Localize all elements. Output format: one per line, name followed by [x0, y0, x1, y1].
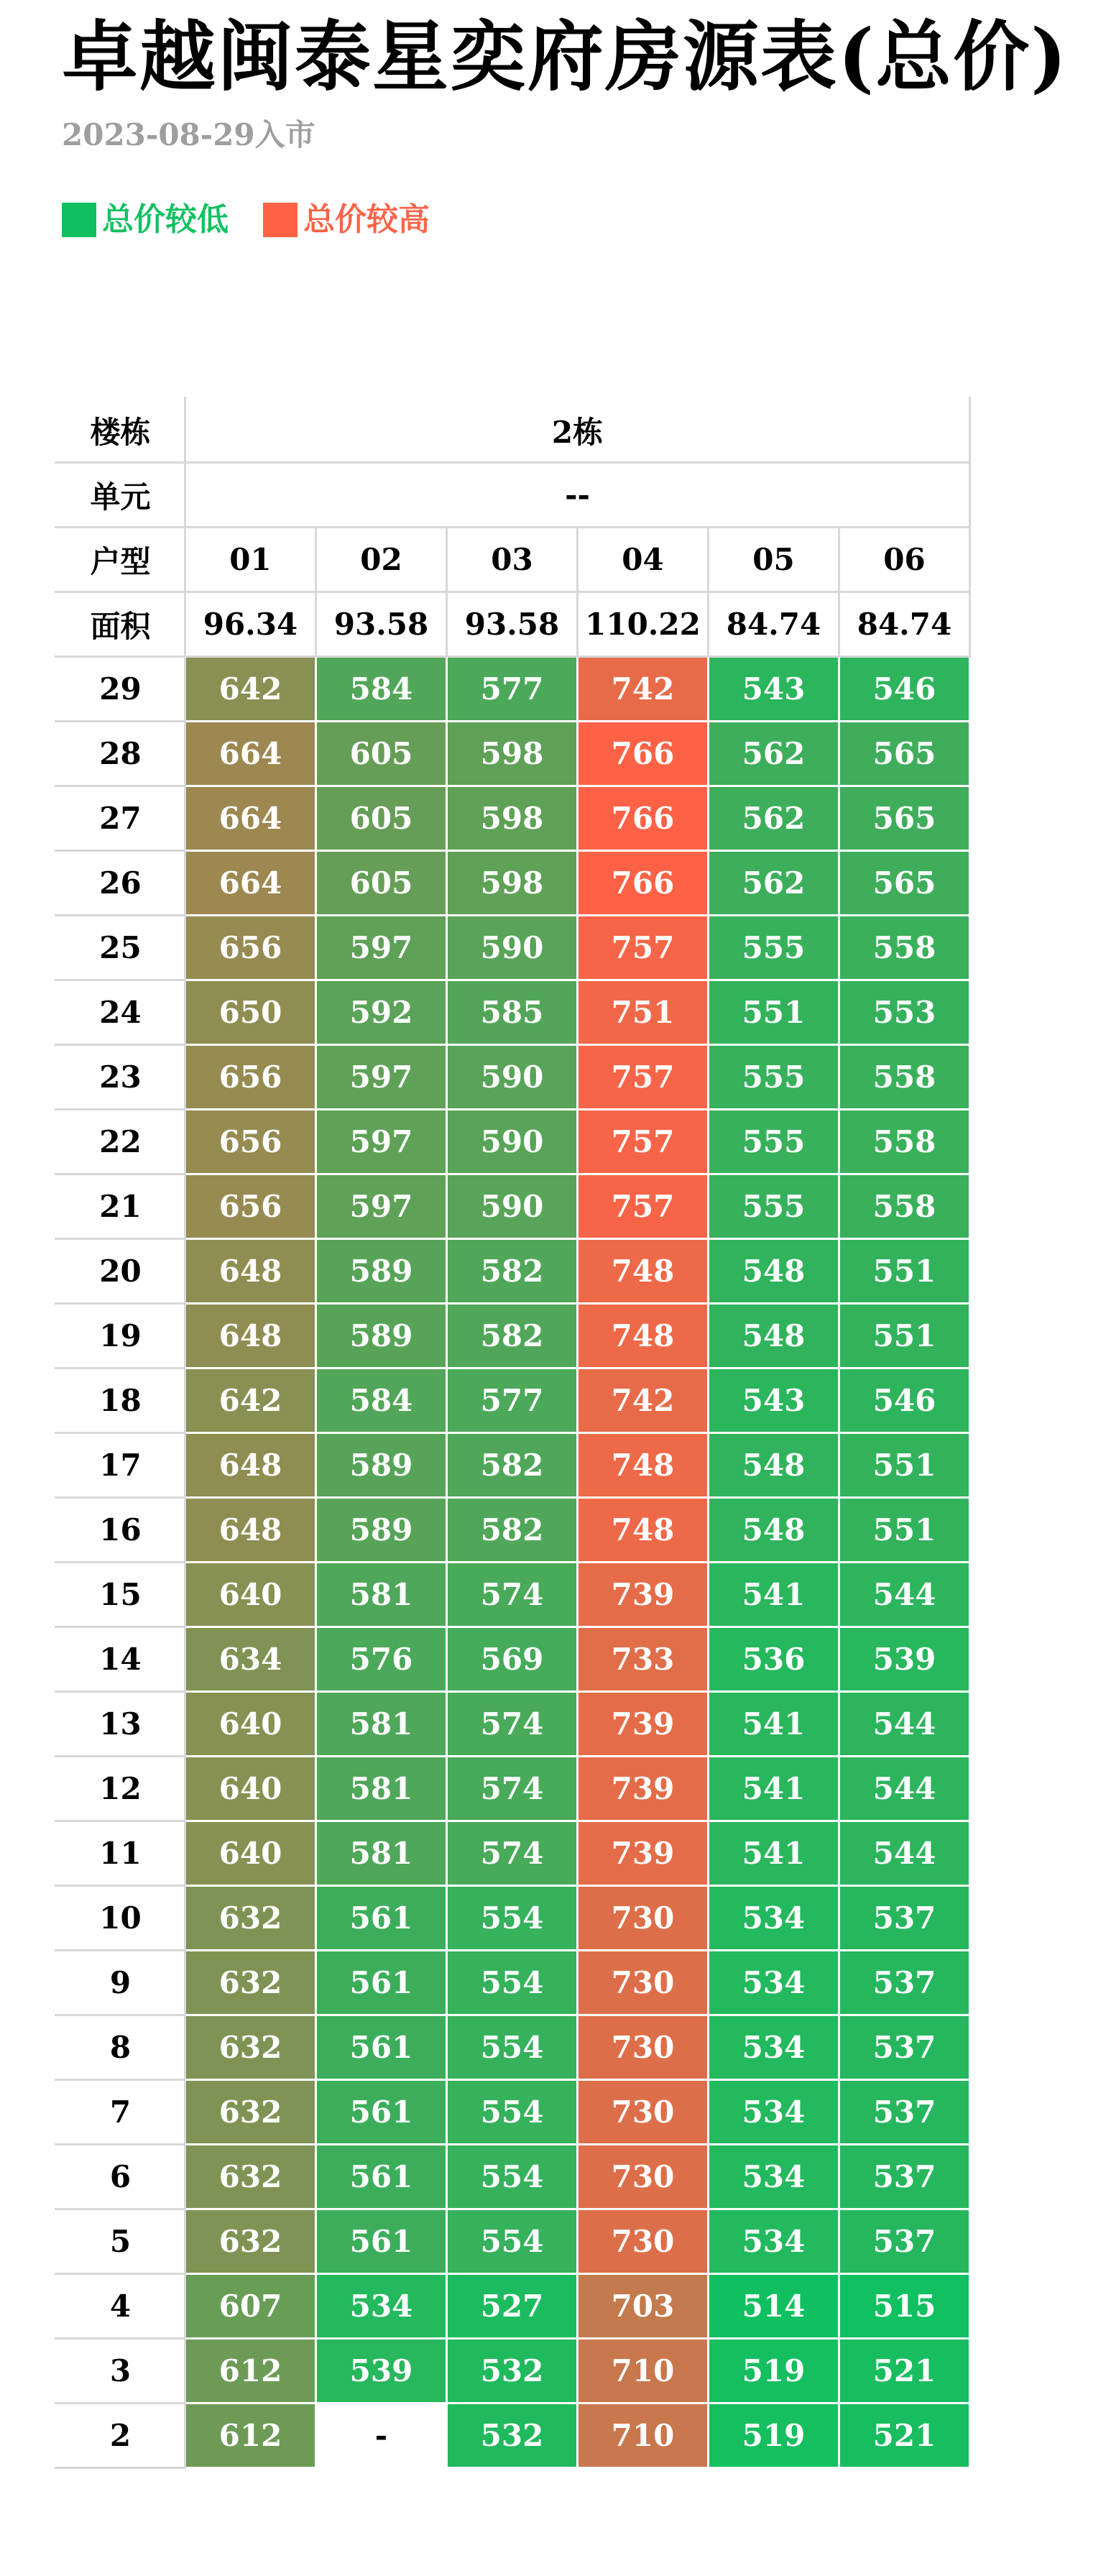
price-cell: 537	[839, 2015, 970, 2080]
price-cell: 534	[709, 2145, 839, 2209]
type-cell: 01	[185, 528, 316, 592]
price-cell: 642	[185, 1368, 316, 1433]
floor-number: 8	[56, 2015, 185, 2080]
price-cell: 581	[316, 1563, 447, 1627]
floor-row	[56, 1174, 970, 1239]
price-cell: 592	[316, 980, 447, 1045]
price-table	[55, 397, 971, 2469]
price-cell: 541	[709, 1757, 839, 1821]
price-cell: 537	[839, 1886, 970, 1951]
unit-row	[56, 463, 970, 528]
price-cell: 648	[185, 1498, 316, 1563]
price-cell: 648	[185, 1433, 316, 1498]
price-cell: 656	[185, 1174, 316, 1239]
price-cell: 514	[709, 2274, 839, 2339]
floor-number: 29	[56, 657, 185, 722]
price-cell: 561	[316, 2209, 447, 2274]
price-cell: 598	[447, 786, 578, 851]
price-cell: 521	[839, 2339, 970, 2404]
floor-number: 16	[56, 1498, 185, 1563]
floor-row	[56, 2404, 970, 2468]
price-cell: 546	[839, 657, 970, 722]
price-cell: 589	[316, 1498, 447, 1563]
price-cell: 565	[839, 851, 970, 916]
legend-swatch-high	[263, 203, 298, 237]
price-cell: 632	[185, 1886, 316, 1951]
floor-number: 4	[56, 2274, 185, 2339]
price-cell: 612	[185, 2339, 316, 2404]
price-cell: 581	[316, 1692, 447, 1757]
price-cell: 710	[578, 2339, 709, 2404]
type-cell: 02	[316, 528, 447, 592]
price-cell: 584	[316, 1368, 447, 1433]
floor-number: 12	[56, 1757, 185, 1821]
floor-number: 27	[56, 786, 185, 851]
legend-item-high	[263, 200, 430, 240]
price-cell: 589	[316, 1304, 447, 1368]
price-cell: 555	[709, 1045, 839, 1110]
floor-row	[56, 2274, 970, 2339]
price-cell: 589	[316, 1239, 447, 1304]
price-cell: 703	[578, 2274, 709, 2339]
floor-row	[56, 786, 970, 851]
price-cell: 561	[316, 2080, 447, 2145]
price-cell: 562	[709, 851, 839, 916]
price-cell: 527	[447, 2274, 578, 2339]
price-cell: 574	[447, 1563, 578, 1627]
price-cell: 561	[316, 2015, 447, 2080]
floor-number: 11	[56, 1821, 185, 1886]
legend-label-low: 总价较低	[102, 201, 229, 238]
floor-row	[56, 1821, 970, 1886]
price-cell: 569	[447, 1627, 578, 1692]
price-cell: 548	[709, 1304, 839, 1368]
price-cell: 515	[839, 2274, 970, 2339]
price-cell: 537	[839, 1951, 970, 2015]
floor-number: 6	[56, 2145, 185, 2209]
price-cell: -	[316, 2404, 447, 2468]
floor-row	[56, 2080, 970, 2145]
price-cell: 605	[316, 851, 447, 916]
price-cell: 562	[709, 722, 839, 786]
floor-row	[56, 2145, 970, 2209]
floor-number: 9	[56, 1951, 185, 2015]
price-cell: 739	[578, 1757, 709, 1821]
type-label: 户型	[56, 528, 185, 592]
price-cell: 581	[316, 1821, 447, 1886]
price-cell: 565	[839, 722, 970, 786]
price-cell: 605	[316, 786, 447, 851]
price-cell: 632	[185, 2080, 316, 2145]
price-cell: 541	[709, 1821, 839, 1886]
price-cell: 766	[578, 851, 709, 916]
price-cell: 561	[316, 2145, 447, 2209]
price-cell: 582	[447, 1239, 578, 1304]
price-cell: 597	[316, 1110, 447, 1174]
price-cell: 558	[839, 916, 970, 980]
floor-number: 19	[56, 1304, 185, 1368]
price-cell: 551	[839, 1304, 970, 1368]
price-cell: 519	[709, 2339, 839, 2404]
price-cell: 581	[316, 1757, 447, 1821]
price-cell: 757	[578, 1110, 709, 1174]
price-cell: 640	[185, 1821, 316, 1886]
price-cell: 574	[447, 1821, 578, 1886]
price-cell: 632	[185, 1951, 316, 2015]
price-cell: 589	[316, 1433, 447, 1498]
building-value: 2栋	[185, 398, 970, 463]
price-cell: 577	[447, 1368, 578, 1433]
price-cell: 742	[578, 1368, 709, 1433]
price-cell: 519	[709, 2404, 839, 2468]
floor-number: 14	[56, 1627, 185, 1692]
price-cell: 539	[839, 1627, 970, 1692]
price-cell: 632	[185, 2145, 316, 2209]
floor-row	[56, 1757, 970, 1821]
price-cell: 730	[578, 2015, 709, 2080]
floor-row	[56, 657, 970, 722]
floor-number: 15	[56, 1563, 185, 1627]
price-cell: 650	[185, 980, 316, 1045]
price-cell: 597	[316, 916, 447, 980]
price-cell: 544	[839, 1757, 970, 1821]
release-date: 2023-08-29入市	[62, 117, 315, 152]
price-cell: 648	[185, 1304, 316, 1368]
price-cell: 585	[447, 980, 578, 1045]
price-cell: 558	[839, 1045, 970, 1110]
area-cell: 84.74	[839, 592, 970, 657]
price-cell: 554	[447, 2145, 578, 2209]
price-cell: 541	[709, 1563, 839, 1627]
floor-row	[56, 1433, 970, 1498]
price-cell: 751	[578, 980, 709, 1045]
price-cell: 766	[578, 722, 709, 786]
price-cell: 551	[709, 980, 839, 1045]
price-cell: 656	[185, 1110, 316, 1174]
price-cell: 739	[578, 1692, 709, 1757]
price-cell: 544	[839, 1692, 970, 1757]
floor-row	[56, 1368, 970, 1433]
price-cell: 766	[578, 786, 709, 851]
floor-row	[56, 1304, 970, 1368]
price-cell: 534	[709, 2015, 839, 2080]
floor-row	[56, 1563, 970, 1627]
price-cell: 576	[316, 1627, 447, 1692]
price-cell: 739	[578, 1563, 709, 1627]
price-cell: 536	[709, 1627, 839, 1692]
price-cell: 640	[185, 1757, 316, 1821]
floor-row	[56, 2209, 970, 2274]
price-cell: 554	[447, 2015, 578, 2080]
floor-row	[56, 1627, 970, 1692]
price-cell: 582	[447, 1433, 578, 1498]
price-cell: 597	[316, 1174, 447, 1239]
price-cell: 748	[578, 1239, 709, 1304]
price-cell: 534	[709, 2209, 839, 2274]
price-cell: 541	[709, 1692, 839, 1757]
price-cell: 553	[839, 980, 970, 1045]
floor-row	[56, 1239, 970, 1304]
price-cell: 577	[447, 657, 578, 722]
price-cell: 739	[578, 1821, 709, 1886]
floor-row	[56, 916, 970, 980]
price-cell: 574	[447, 1757, 578, 1821]
floor-number: 22	[56, 1110, 185, 1174]
price-cell: 543	[709, 657, 839, 722]
legend	[62, 200, 464, 240]
price-cell: 612	[185, 2404, 316, 2468]
price-cell: 748	[578, 1304, 709, 1368]
type-cell: 05	[709, 528, 839, 592]
price-cell: 534	[709, 1951, 839, 2015]
price-cell: 656	[185, 1045, 316, 1110]
price-cell: 664	[185, 851, 316, 916]
area-row	[56, 592, 970, 657]
floor-number: 18	[56, 1368, 185, 1433]
price-cell: 551	[839, 1498, 970, 1563]
price-cell: 537	[839, 2209, 970, 2274]
price-cell: 730	[578, 2209, 709, 2274]
price-cell: 710	[578, 2404, 709, 2468]
price-cell: 590	[447, 916, 578, 980]
price-cell: 521	[839, 2404, 970, 2468]
type-cell: 04	[578, 528, 709, 592]
price-cell: 532	[447, 2339, 578, 2404]
price-cell: 590	[447, 1045, 578, 1110]
price-cell: 532	[447, 2404, 578, 2468]
unit-value: --	[185, 463, 970, 528]
floor-row	[56, 722, 970, 786]
floor-number: 17	[56, 1433, 185, 1498]
price-cell: 558	[839, 1174, 970, 1239]
floor-number: 23	[56, 1045, 185, 1110]
price-cell: 546	[839, 1368, 970, 1433]
floor-number: 7	[56, 2080, 185, 2145]
floor-number: 21	[56, 1174, 185, 1239]
floor-number: 13	[56, 1692, 185, 1757]
price-cell: 640	[185, 1692, 316, 1757]
price-cell: 757	[578, 1174, 709, 1239]
floor-row	[56, 2339, 970, 2404]
area-cell: 96.34	[185, 592, 316, 657]
price-cell: 562	[709, 786, 839, 851]
type-cell: 03	[447, 528, 578, 592]
price-cell: 551	[839, 1239, 970, 1304]
price-cell: 554	[447, 1886, 578, 1951]
floor-row	[56, 1045, 970, 1110]
price-cell: 730	[578, 1951, 709, 2015]
price-cell: 534	[709, 1886, 839, 1951]
price-cell: 607	[185, 2274, 316, 2339]
price-cell: 730	[578, 2080, 709, 2145]
area-label: 面积	[56, 592, 185, 657]
floor-row	[56, 1951, 970, 2015]
price-cell: 632	[185, 2015, 316, 2080]
price-cell: 558	[839, 1110, 970, 1174]
price-cell: 634	[185, 1627, 316, 1692]
price-cell: 534	[316, 2274, 447, 2339]
floor-number: 24	[56, 980, 185, 1045]
price-cell: 664	[185, 786, 316, 851]
floor-row	[56, 980, 970, 1045]
floor-number: 26	[56, 851, 185, 916]
price-cell: 548	[709, 1239, 839, 1304]
price-cell: 733	[578, 1627, 709, 1692]
price-cell: 555	[709, 1174, 839, 1239]
price-cell: 582	[447, 1498, 578, 1563]
floor-number: 28	[56, 722, 185, 786]
floor-row	[56, 1110, 970, 1174]
type-row	[56, 528, 970, 592]
page-title: 卓越闽泰星奕府房源表(总价)	[62, 12, 1069, 101]
price-cell: 555	[709, 916, 839, 980]
area-cell: 93.58	[447, 592, 578, 657]
price-cell: 730	[578, 1886, 709, 1951]
legend-swatch-low	[62, 203, 96, 237]
floor-row	[56, 1692, 970, 1757]
unit-label: 单元	[56, 463, 185, 528]
price-cell: 544	[839, 1563, 970, 1627]
price-cell: 584	[316, 657, 447, 722]
price-cell: 555	[709, 1110, 839, 1174]
price-cell: 757	[578, 916, 709, 980]
floor-number: 2	[56, 2404, 185, 2468]
price-cell: 574	[447, 1692, 578, 1757]
price-cell: 543	[709, 1368, 839, 1433]
legend-item-low	[62, 200, 229, 240]
type-cell: 06	[839, 528, 970, 592]
price-cell: 590	[447, 1174, 578, 1239]
floor-number: 3	[56, 2339, 185, 2404]
price-cell: 757	[578, 1045, 709, 1110]
price-cell: 548	[709, 1433, 839, 1498]
price-cell: 648	[185, 1239, 316, 1304]
floor-number: 5	[56, 2209, 185, 2274]
legend-label-high: 总价较高	[303, 201, 430, 238]
floor-row	[56, 851, 970, 916]
floor-row	[56, 1498, 970, 1563]
floor-number: 10	[56, 1886, 185, 1951]
price-cell: 565	[839, 786, 970, 851]
price-cell: 537	[839, 2080, 970, 2145]
price-cell: 539	[316, 2339, 447, 2404]
price-cell: 561	[316, 1886, 447, 1951]
building-label: 楼栋	[56, 398, 185, 463]
price-cell: 664	[185, 722, 316, 786]
price-table-body	[56, 398, 970, 2468]
price-cell: 561	[316, 1951, 447, 2015]
price-cell: 554	[447, 1951, 578, 2015]
price-cell: 554	[447, 2080, 578, 2145]
price-cell: 597	[316, 1045, 447, 1110]
price-cell: 748	[578, 1433, 709, 1498]
price-cell: 554	[447, 2209, 578, 2274]
price-cell: 537	[839, 2145, 970, 2209]
price-cell: 605	[316, 722, 447, 786]
price-cell: 582	[447, 1304, 578, 1368]
floor-number: 20	[56, 1239, 185, 1304]
area-cell: 84.74	[709, 592, 839, 657]
price-cell: 598	[447, 722, 578, 786]
price-cell: 642	[185, 657, 316, 722]
price-cell: 544	[839, 1821, 970, 1886]
price-cell: 742	[578, 657, 709, 722]
floor-row	[56, 2015, 970, 2080]
area-cell: 93.58	[316, 592, 447, 657]
floor-row	[56, 1886, 970, 1951]
price-cell: 590	[447, 1110, 578, 1174]
price-cell: 748	[578, 1498, 709, 1563]
price-cell: 640	[185, 1563, 316, 1627]
price-cell: 598	[447, 851, 578, 916]
floor-number: 25	[56, 916, 185, 980]
price-cell: 548	[709, 1498, 839, 1563]
price-cell: 730	[578, 2145, 709, 2209]
price-cell: 656	[185, 916, 316, 980]
price-cell: 632	[185, 2209, 316, 2274]
building-row	[56, 398, 970, 463]
area-cell: 110.22	[578, 592, 709, 657]
price-cell: 534	[709, 2080, 839, 2145]
price-cell: 551	[839, 1433, 970, 1498]
